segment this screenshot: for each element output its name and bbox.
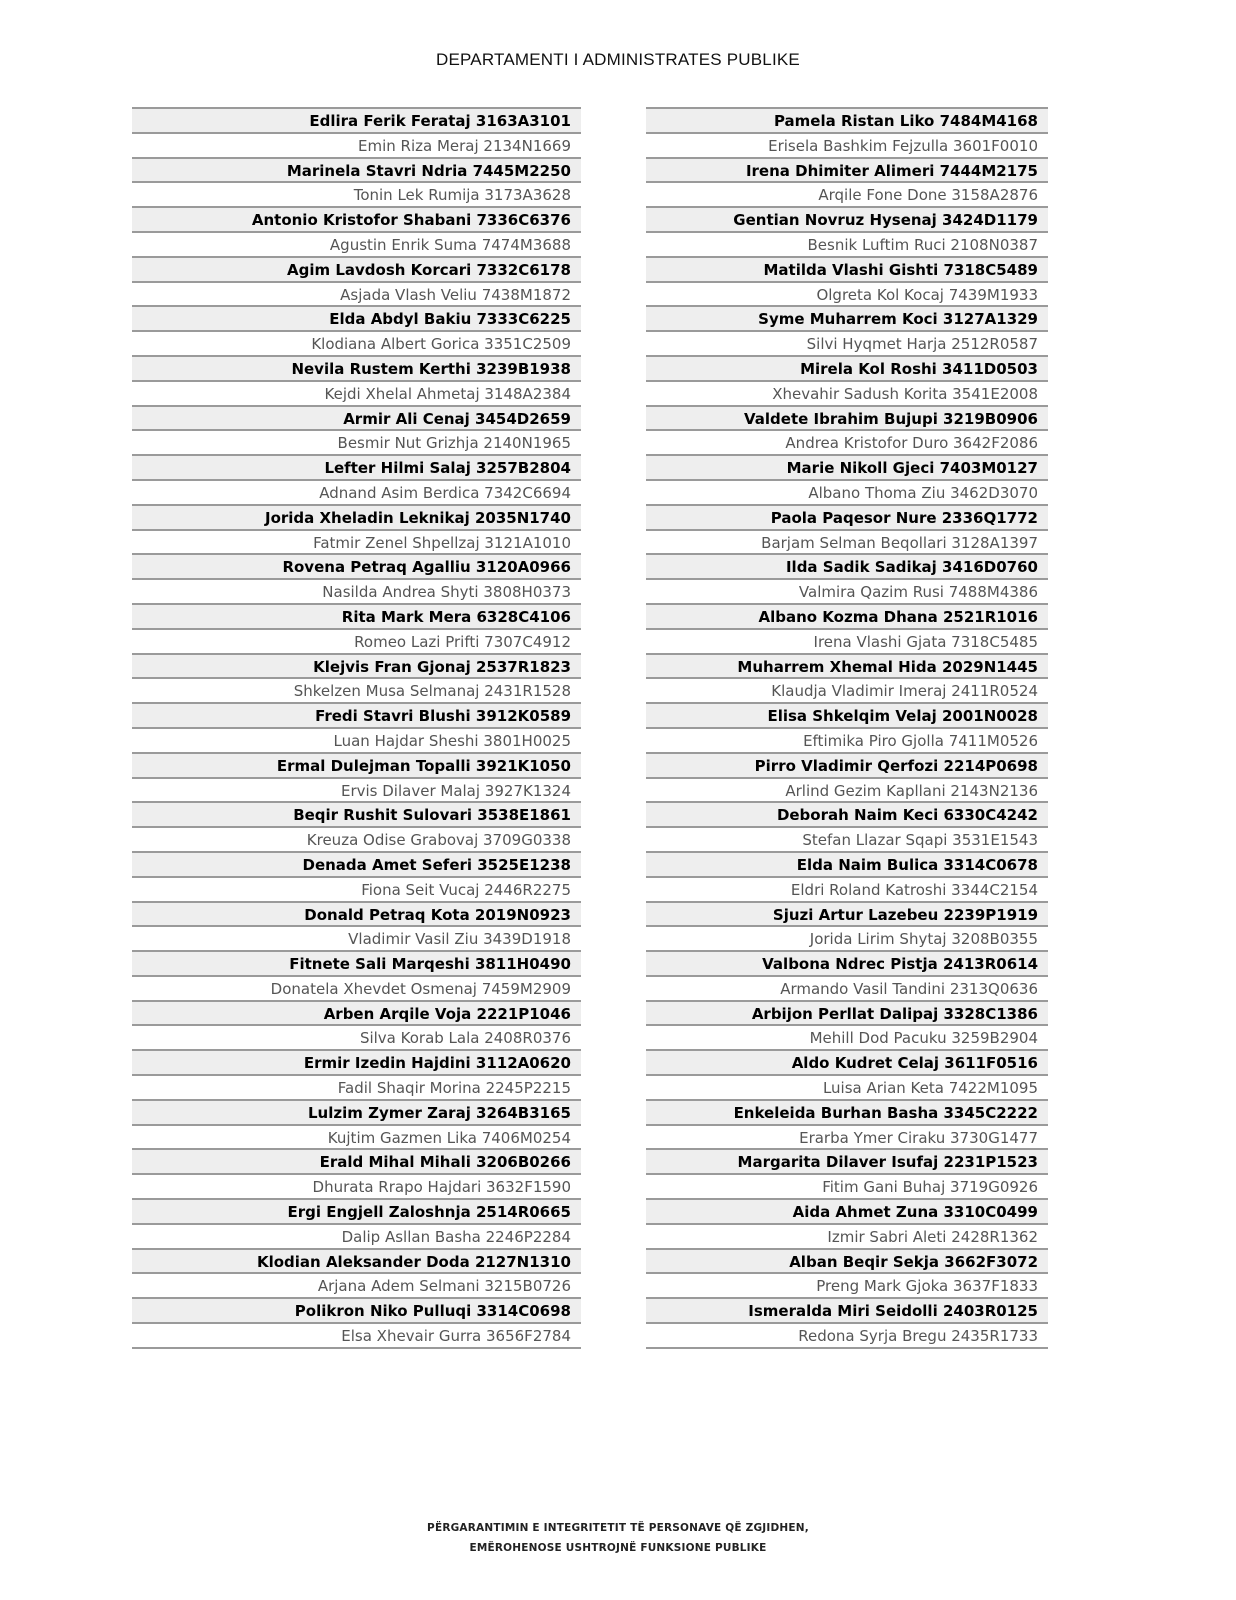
list-item: Valbona Ndrec Pistja 2413R0614: [646, 950, 1048, 975]
list-item: Rovena Petraq Agalliu 3120A0966: [132, 553, 581, 578]
list-item: Eftimika Piro Gjolla 7411M0526: [646, 727, 1048, 752]
left-column-list: [132, 107, 581, 1349]
list-item: Luan Hajdar Sheshi 3801H0025: [132, 727, 581, 752]
list-item: Elda Abdyl Bakiu 7333C6225: [132, 305, 581, 330]
list-item: Paola Paqesor Nure 2336Q1772: [646, 504, 1048, 529]
list-item: Erald Mihal Mihali 3206B0266: [132, 1148, 581, 1173]
list-item: Lulzim Zymer Zaraj 3264B3165: [132, 1099, 581, 1124]
list-item: Mirela Kol Roshi 3411D0503: [646, 355, 1048, 380]
list-item: Xhevahir Sadush Korita 3541E2008: [646, 380, 1048, 405]
list-item: Klaudja Vladimir Imeraj 2411R0524: [646, 677, 1048, 702]
list-item: Asjada Vlash Veliu 7438M1872: [132, 281, 581, 306]
list-item: Olgreta Kol Kocaj 7439M1933: [646, 281, 1048, 306]
list-item: Kujtim Gazmen Lika 7406M0254: [132, 1124, 581, 1149]
list-item: Irena Vlashi Gjata 7318C5485: [646, 628, 1048, 653]
list-item: Ismeralda Miri Seidolli 2403R0125: [646, 1297, 1048, 1322]
list-item: Arben Arqile Voja 2221P1046: [132, 1000, 581, 1025]
list-item: Alban Beqir Sekja 3662F3072: [646, 1248, 1048, 1273]
list-item: Pamela Ristan Liko 7484M4168: [646, 107, 1048, 132]
list-item: Antonio Kristofor Shabani 7336C6376: [132, 206, 581, 231]
list-item: Enkeleida Burhan Basha 3345C2222: [646, 1099, 1048, 1124]
list-item: Margarita Dilaver Isufaj 2231P1523: [646, 1148, 1048, 1173]
list-item: Armando Vasil Tandini 2313Q0636: [646, 975, 1048, 1000]
list-item: Izmir Sabri Aleti 2428R1362: [646, 1223, 1048, 1248]
list-item: Besmir Nut Grizhja 2140N1965: [132, 429, 581, 454]
list-item: Eldri Roland Katroshi 3344C2154: [646, 876, 1048, 901]
list-item: Armir Ali Cenaj 3454D2659: [132, 405, 581, 430]
list-item: Irena Dhimiter Alimeri 7444M2175: [646, 157, 1048, 182]
list-item: Silvi Hyqmet Harja 2512R0587: [646, 330, 1048, 355]
list-item: Jorida Xheladin Leknikaj 2035N1740: [132, 504, 581, 529]
list-item: Marinela Stavri Ndria 7445M2250: [132, 157, 581, 182]
list-item: Preng Mark Gjoka 3637F1833: [646, 1272, 1048, 1297]
list-item: Edlira Ferik Ferataj 3163A3101: [132, 107, 581, 132]
list-item: Beqir Rushit Sulovari 3538E1861: [132, 801, 581, 826]
list-item: Erisela Bashkim Fejzulla 3601F0010: [646, 132, 1048, 157]
list-item: Fadil Shaqir Morina 2245P2215: [132, 1074, 581, 1099]
list-item: Rita Mark Mera 6328C4106: [132, 603, 581, 628]
list-item: Erarba Ymer Ciraku 3730G1477: [646, 1124, 1048, 1149]
list-item: Donald Petraq Kota 2019N0923: [132, 901, 581, 926]
list-item: Elsa Xhevair Gurra 3656F2784: [132, 1322, 581, 1347]
list-item: Mehill Dod Pacuku 3259B2904: [646, 1024, 1048, 1049]
list-item: Nasilda Andrea Shyti 3808H0373: [132, 578, 581, 603]
right-column-list: [646, 107, 1048, 1349]
list-item: Aida Ahmet Zuna 3310C0499: [646, 1198, 1048, 1223]
list-item: Romeo Lazi Prifti 7307C4912: [132, 628, 581, 653]
list-item: Emin Riza Meraj 2134N1669: [132, 132, 581, 157]
list-item: Valdete Ibrahim Bujupi 3219B0906: [646, 405, 1048, 430]
list-item: Andrea Kristofor Duro 3642F2086: [646, 429, 1048, 454]
list-item: Besnik Luftim Ruci 2108N0387: [646, 231, 1048, 256]
list-item: Tonin Lek Rumija 3173A3628: [132, 181, 581, 206]
list-item: Arbijon Perllat Dalipaj 3328C1386: [646, 1000, 1048, 1025]
list-item: Denada Amet Seferi 3525E1238: [132, 851, 581, 876]
list-item: Ervis Dilaver Malaj 3927K1324: [132, 777, 581, 802]
list-item: Agustin Enrik Suma 7474M3688: [132, 231, 581, 256]
list-item: Syme Muharrem Koci 3127A1329: [646, 305, 1048, 330]
footer-line-1: PËRGARANTIMIN E INTEGRITETIT TË PERSONAVE QË ZGJIDHEN,: [427, 1522, 809, 1534]
list-item: Kejdi Xhelal Ahmetaj 3148A2384: [132, 380, 581, 405]
list-item: Klodiana Albert Gorica 3351C2509: [132, 330, 581, 355]
list-item: Barjam Selman Beqollari 3128A1397: [646, 529, 1048, 554]
list-item: Dhurata Rrapo Hajdari 3632F1590: [132, 1173, 581, 1198]
page-title: DEPARTAMENTI I ADMINISTRATES PUBLIKE: [436, 50, 800, 69]
list-item: Sjuzi Artur Lazebeu 2239P1919: [646, 901, 1048, 926]
list-item: Arjana Adem Selmani 3215B0726: [132, 1272, 581, 1297]
list-item: Ergi Engjell Zaloshnja 2514R0665: [132, 1198, 581, 1223]
list-item: Nevila Rustem Kerthi 3239B1938: [132, 355, 581, 380]
list-item: Vladimir Vasil Ziu 3439D1918: [132, 925, 581, 950]
list-item: Aldo Kudret Celaj 3611F0516: [646, 1049, 1048, 1074]
list-item: Dalip Asllan Basha 2246P2284: [132, 1223, 581, 1248]
list-item: Elisa Shkelqim Velaj 2001N0028: [646, 702, 1048, 727]
list-item: Albano Kozma Dhana 2521R1016: [646, 603, 1048, 628]
list-item: Matilda Vlashi Gishti 7318C5489: [646, 256, 1048, 281]
list-item: Klodian Aleksander Doda 2127N1310: [132, 1248, 581, 1273]
list-item: Arlind Gezim Kapllani 2143N2136: [646, 777, 1048, 802]
list-item: Luisa Arian Keta 7422M1095: [646, 1074, 1048, 1099]
list-item: Lefter Hilmi Salaj 3257B2804: [132, 454, 581, 479]
list-item: Donatela Xhevdet Osmenaj 7459M2909: [132, 975, 581, 1000]
list-item: Fredi Stavri Blushi 3912K0589: [132, 702, 581, 727]
list-item: Fiona Seit Vucaj 2446R2275: [132, 876, 581, 901]
list-item: Deborah Naim Keci 6330C4242: [646, 801, 1048, 826]
list-item: Shkelzen Musa Selmanaj 2431R1528: [132, 677, 581, 702]
list-item: Arqile Fone Done 3158A2876: [646, 181, 1048, 206]
list-item: Elda Naim Bulica 3314C0678: [646, 851, 1048, 876]
list-item: Agim Lavdosh Korcari 7332C6178: [132, 256, 581, 281]
list-item: Marie Nikoll Gjeci 7403M0127: [646, 454, 1048, 479]
list-item: Gentian Novruz Hysenaj 3424D1179: [646, 206, 1048, 231]
list-item: Silva Korab Lala 2408R0376: [132, 1024, 581, 1049]
list-item: Adnand Asim Berdica 7342C6694: [132, 479, 581, 504]
list-item: Ilda Sadik Sadikaj 3416D0760: [646, 553, 1048, 578]
list-item: Fitnete Sali Marqeshi 3811H0490: [132, 950, 581, 975]
list-item: Valmira Qazim Rusi 7488M4386: [646, 578, 1048, 603]
list-item: Pirro Vladimir Qerfozi 2214P0698: [646, 752, 1048, 777]
list-item: Fitim Gani Buhaj 3719G0926: [646, 1173, 1048, 1198]
list-item: Redona Syrja Bregu 2435R1733: [646, 1322, 1048, 1347]
list-item: Ermir Izedin Hajdini 3112A0620: [132, 1049, 581, 1074]
list-item: Muharrem Xhemal Hida 2029N1445: [646, 653, 1048, 678]
list-item: Stefan Llazar Sqapi 3531E1543: [646, 826, 1048, 851]
list-item: Klejvis Fran Gjonaj 2537R1823: [132, 653, 581, 678]
footer-line-2: EMËROHENOSE USHTROJNË FUNKSIONE PUBLIKE: [469, 1542, 767, 1554]
list-item: Ermal Dulejman Topalli 3921K1050: [132, 752, 581, 777]
list-item: Polikron Niko Pulluqi 3314C0698: [132, 1297, 581, 1322]
list-item: Fatmir Zenel Shpellzaj 3121A1010: [132, 529, 581, 554]
list-item: Jorida Lirim Shytaj 3208B0355: [646, 925, 1048, 950]
list-item: Albano Thoma Ziu 3462D3070: [646, 479, 1048, 504]
list-item: Kreuza Odise Grabovaj 3709G0338: [132, 826, 581, 851]
footer: [0, 1518, 1236, 1558]
